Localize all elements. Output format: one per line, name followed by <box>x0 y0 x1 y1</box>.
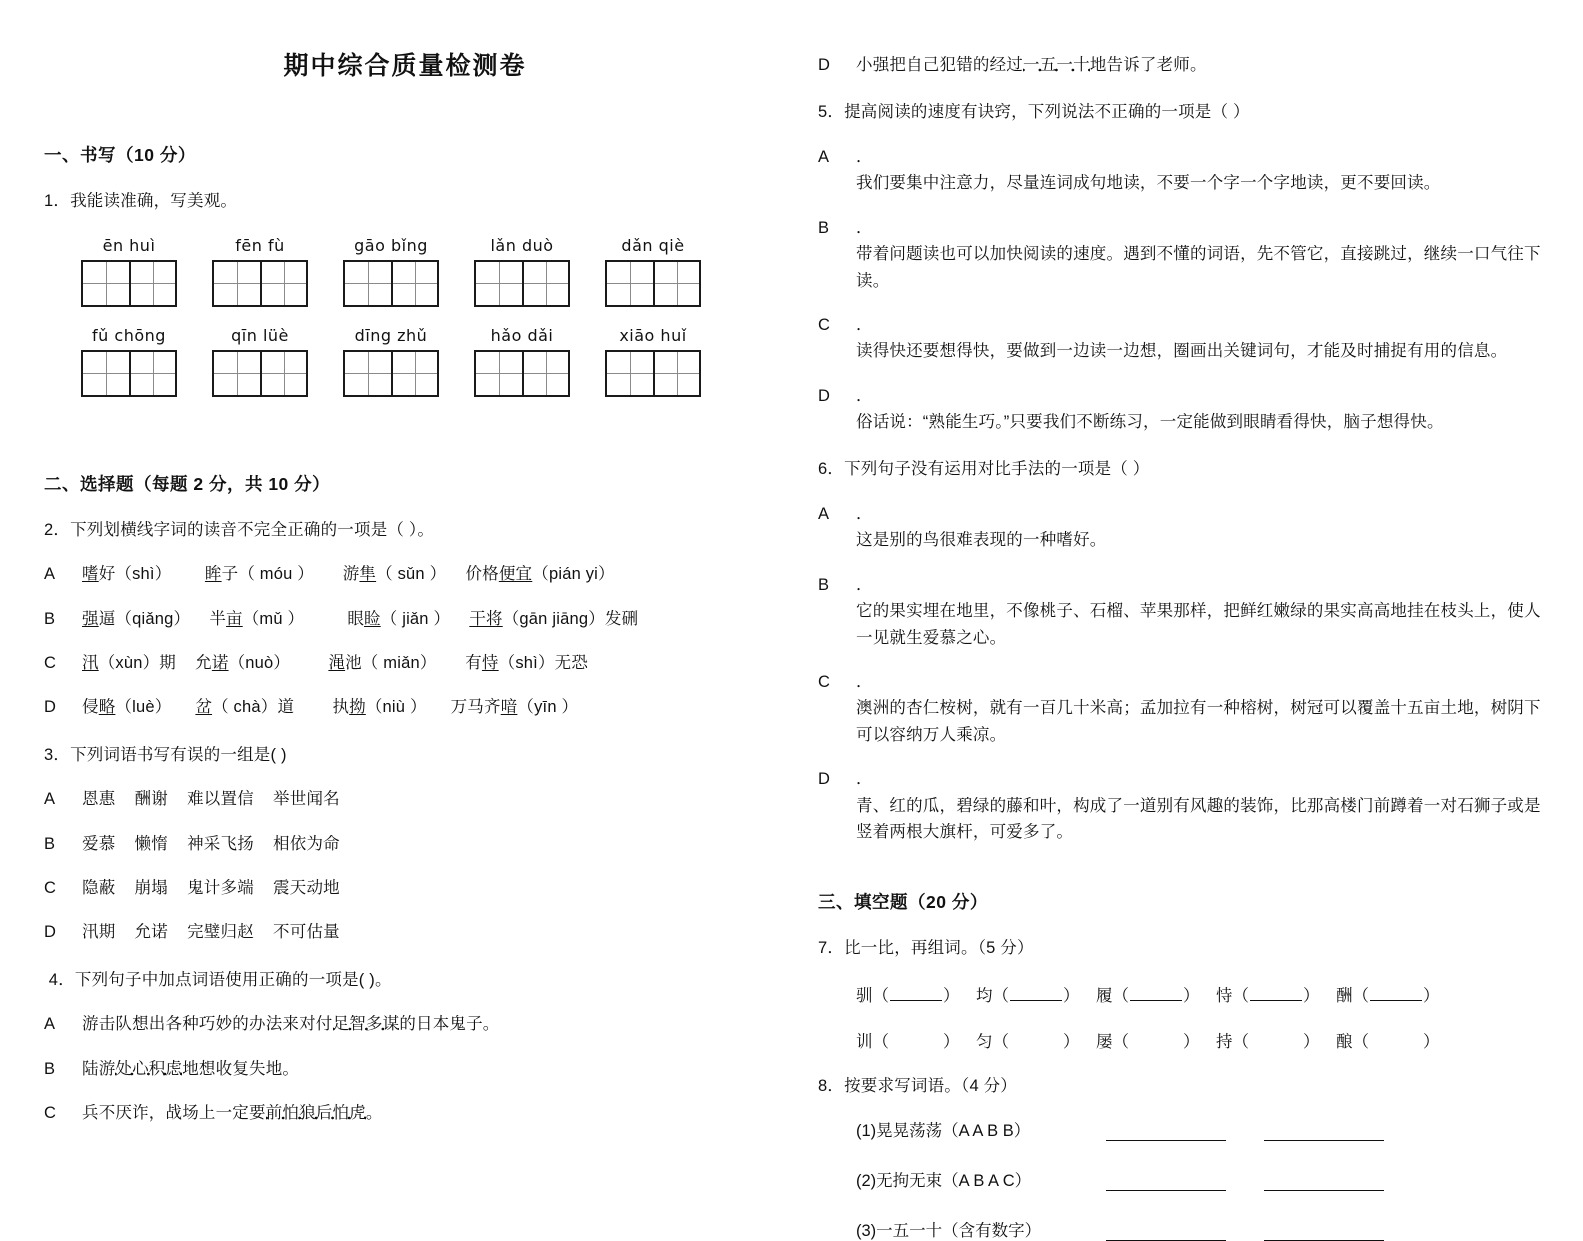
tianzige-cell[interactable] <box>391 352 437 395</box>
compare-item[interactable]: 屡（ ） <box>1096 1032 1200 1051</box>
tianzige-cell[interactable] <box>129 262 175 305</box>
underlined-char: 诺 <box>211 653 229 672</box>
tianzige-box[interactable] <box>81 350 177 397</box>
write-words-block <box>818 1117 1545 1241</box>
pinyin-row-2 <box>72 323 750 411</box>
question-6-option-d[interactable]: D ． 青、红的瓜，碧绿的藤和叶，构成了一道别有风趣的装饰，比那高楼门前蹲着一对石狮子或是竖着两根大旗杆，可爱多了。 <box>818 766 1545 845</box>
question-1-number: 1 <box>44 192 54 210</box>
question-4-option-c[interactable] <box>44 1100 750 1126</box>
option-content <box>82 606 750 632</box>
option-letter: A <box>818 505 830 524</box>
answer-blank[interactable] <box>1010 1033 1062 1047</box>
word: 不可估量 <box>273 923 340 942</box>
question-3-option-b[interactable] <box>44 831 750 857</box>
answer-line[interactable] <box>1264 1228 1384 1241</box>
answer-blank[interactable] <box>1370 986 1422 1001</box>
underlined-char: 拗 <box>349 698 366 717</box>
question-5-option-b[interactable]: B ． 带着问题读也可以加快阅读的速度。遇到不懂的词语，先不管它，直接跳过，继续一口气往下读。 <box>818 215 1545 294</box>
word: 隐蔽 <box>82 879 116 898</box>
question-4-option-a[interactable] <box>44 1011 750 1037</box>
option-content <box>82 875 750 901</box>
pinyin-cell <box>465 233 579 321</box>
question-8-number: 8 <box>818 1076 828 1095</box>
underlined-char: 嗜 <box>82 565 99 584</box>
tianzige-cell[interactable] <box>83 262 129 305</box>
tianzige-cell[interactable] <box>522 352 568 395</box>
underlined-char: 强 <box>82 609 99 628</box>
compare-item[interactable]: 驯（ ） <box>856 986 960 1005</box>
compare-char: 酿 <box>1336 1032 1353 1051</box>
compare-char: 均 <box>976 986 993 1005</box>
pinyin-label: lǎn duò <box>490 235 554 255</box>
compare-char: 持 <box>1216 1032 1233 1051</box>
word: 举世闻名 <box>273 790 340 809</box>
question-5-option-a[interactable]: A ． 我们要集中注意力，尽量连词成句地读，不要一个字一个字地读，更不要回读。 <box>818 144 1545 197</box>
question-3-number: 3 <box>44 745 54 764</box>
question-3-option-d[interactable] <box>44 919 750 945</box>
pinyin-cell <box>72 323 186 411</box>
word: 汛期 <box>82 923 116 942</box>
question-6-option-c[interactable]: C ． 澳洲的杏仁桉树，就有一百几十米高；孟加拉有一种榕树，树冠可以覆盖十五亩土地，树阴下可以容纳万人乘凉。 <box>818 669 1545 748</box>
tianzige-box[interactable] <box>212 260 308 307</box>
write-words-label: (3)一五一十（含有数字） <box>856 1222 1042 1241</box>
underlined-char: 喑 <box>500 698 518 717</box>
pron-item: 眼睑（ jiǎn ） <box>347 609 451 628</box>
pinyin-cell <box>465 323 579 411</box>
pinyin-label: fǔ chōng <box>92 325 166 345</box>
tianzige-box[interactable] <box>343 260 439 307</box>
pinyin-cell <box>203 323 317 411</box>
right-column <box>790 0 1583 1241</box>
page-title: 期中综合质量检测卷 <box>283 51 527 80</box>
compare-char: 酬 <box>1336 986 1353 1005</box>
compare-item[interactable]: 履（ ） <box>1096 986 1200 1005</box>
option-letter: D <box>818 386 831 405</box>
compare-item[interactable]: 持（ ） <box>1216 1032 1320 1051</box>
tianzige-cell[interactable] <box>345 352 391 395</box>
word: 完璧归赵 <box>187 923 254 942</box>
answer-blank[interactable] <box>1250 986 1302 1001</box>
pron-item: 侵略（luè） <box>82 698 172 717</box>
compare-words-block <box>818 982 1545 1052</box>
underlined-char: 眸 <box>204 565 222 584</box>
answer-blank[interactable] <box>890 986 942 1001</box>
option-content: 我们要集中注意力，尽量连词成句地读，不要一个字一个字地读，更不要回读。 <box>856 174 1441 193</box>
pinyin-row-1 <box>72 233 750 321</box>
option-letter: A <box>818 147 830 166</box>
tianzige-cell[interactable] <box>476 352 522 395</box>
pron-item: 游隼（ sǔn ） <box>342 565 447 584</box>
pron-item: 干将（gān jiāng）发硎 <box>469 609 639 628</box>
pinyin-cell <box>203 233 317 321</box>
question-6-number: 6 <box>818 460 828 479</box>
question-3: 3．下列词语书写有误的一组是( ) <box>44 745 287 764</box>
pinyin-label: hǎo dǎi <box>490 325 554 345</box>
tianzige-cell[interactable] <box>83 352 129 395</box>
write-words-row <box>856 1217 1545 1241</box>
word: 相依为命 <box>273 834 340 853</box>
pinyin-label: gāo bǐng <box>354 235 428 255</box>
underlined-char: 略 <box>98 698 116 717</box>
question-8: 8．按要求写词语。（4 分） <box>818 1076 1018 1095</box>
option-content: 它的果实埋在地里，不像桃子、石榴、苹果那样，把鲜红嫩绿的果实高高地挂在枝头上，使人一见就生爱慕之心。 <box>856 602 1541 647</box>
write-words-label: (1)晃晃荡荡（A A B B） <box>856 1122 1031 1141</box>
tianzige-box[interactable] <box>81 260 177 307</box>
pron-item: 汛（xùn）期 <box>82 653 177 672</box>
tianzige-cell[interactable] <box>260 262 306 305</box>
pinyin-cell <box>596 323 710 411</box>
compare-item[interactable]: 酬（ ） <box>1336 986 1440 1005</box>
word: 鬼计多端 <box>187 879 254 898</box>
answer-blank[interactable] <box>1010 986 1062 1001</box>
word: 神采飞扬 <box>187 834 254 853</box>
compare-item[interactable]: 均（ ） <box>976 986 1080 1005</box>
word: 酬谢 <box>134 790 168 809</box>
question-6-text: 下列句子没有运用对比手法的一项是（ ） <box>844 460 1150 479</box>
pinyin-cell <box>334 323 448 411</box>
option-content: 小强把自己犯错的经过一五一十地告诉了老师。 <box>856 52 1545 78</box>
pron-item: 渑池（ miǎn） <box>328 653 437 672</box>
word: 崩塌 <box>134 879 168 898</box>
pron-item: 允诺（nuò） <box>195 653 291 672</box>
underlined-char: 渑 <box>328 653 346 672</box>
tianzige-cell[interactable] <box>129 352 175 395</box>
answer-blank[interactable] <box>890 1033 942 1047</box>
pinyin-label: fēn fù <box>235 235 285 255</box>
question-5-option-d[interactable]: D ． 俗话说：“熟能生巧。”只要我们不断练习，一定能做到眼睛看得快，脑子想得快。 <box>818 383 1545 436</box>
pron-item: 价格便宜（pián yi） <box>465 565 615 584</box>
underlined-char: 便宜 <box>498 565 533 584</box>
dot-marked-phrase: 一五一十 <box>1023 56 1090 78</box>
option-content: 青、红的瓜，碧绿的藤和叶，构成了一道别有风趣的装饰，比那高楼门前蹲着一对石狮子或是竖着两根大旗杆，可爱多了。 <box>856 796 1541 841</box>
option-content: 兵不厌诈，战场上一定要前怕狼后怕虎。 <box>82 1100 750 1126</box>
compare-row-top <box>856 982 1545 1006</box>
option-content <box>82 831 750 857</box>
dot-marked-phrase: 足智多谋 <box>333 1015 400 1037</box>
question-5-number: 5 <box>818 103 828 122</box>
question-4-text: 下列句子中加点词语使用正确的一项是( )。 <box>74 970 392 989</box>
option-letter: B <box>44 1059 56 1078</box>
word: 爱慕 <box>82 834 116 853</box>
option-letter: C <box>44 879 57 898</box>
option-letter: A <box>44 1015 56 1034</box>
question-2-option-b[interactable] <box>44 606 750 632</box>
dot-marked-phrase: 处心积虑 <box>115 1060 182 1082</box>
answer-line[interactable] <box>1106 1128 1226 1141</box>
answer-line[interactable] <box>1264 1178 1384 1191</box>
handwriting-grid-block <box>44 233 750 411</box>
section-heading-three: 三、填空题（20 分） <box>818 892 988 913</box>
option-content: 读得快还要想得快，要做到一边读一边想，圈画出关键词句，才能及时捕捉有用的信息。 <box>856 342 1508 361</box>
tianzige-cell[interactable] <box>214 352 260 395</box>
question-7-number: 7 <box>818 939 828 958</box>
word: 难以置信 <box>187 790 254 809</box>
compare-char: 履 <box>1096 986 1113 1005</box>
answer-blank[interactable] <box>1370 1033 1422 1047</box>
option-letter: A <box>44 790 56 809</box>
underlined-char: 恃 <box>481 653 499 672</box>
question-2-option-d[interactable] <box>44 694 750 720</box>
pron-item: 岔（ chà）道 <box>195 698 295 717</box>
pinyin-cell <box>72 233 186 321</box>
question-3-text: 下列词语书写有误的一组是( ) <box>70 745 287 764</box>
question-2-option-c[interactable] <box>44 650 750 676</box>
section-heading-one: 一、书写（10 分） <box>44 145 196 165</box>
pron-item: 强逼（qiǎng） <box>82 609 191 628</box>
option-letter: D <box>44 923 57 942</box>
compare-item[interactable]: 匀（ ） <box>976 1032 1080 1051</box>
question-1-text: 我能读准确，写美观。 <box>70 192 238 210</box>
question-2-number: 2 <box>44 520 54 539</box>
tianzige-cell[interactable] <box>607 352 653 395</box>
option-letter: B <box>818 575 830 594</box>
tianzige-cell[interactable] <box>522 262 568 305</box>
tianzige-cell[interactable] <box>391 262 437 305</box>
question-5: 5．提高阅读的速度有诀窍，下列说法不正确的一项是（ ） <box>818 103 1250 122</box>
tianzige-box[interactable] <box>605 260 701 307</box>
write-words-row <box>856 1117 1545 1141</box>
compare-item[interactable]: 酿（ ） <box>1336 1032 1440 1051</box>
compare-row-bottom <box>856 1028 1545 1052</box>
tianzige-cell[interactable] <box>607 262 653 305</box>
question-1: 1．我能读准确，写美观。 <box>44 192 238 210</box>
tianzige-cell[interactable] <box>653 352 699 395</box>
option-content <box>82 650 750 676</box>
compare-char: 匀 <box>976 1032 993 1051</box>
word: 允诺 <box>134 923 168 942</box>
pinyin-label: xiāo huǐ <box>619 325 687 345</box>
pron-item: 万马齐喑（yīn ） <box>450 698 579 717</box>
dot-marked-phrase: 前怕狼后怕虎 <box>266 1104 366 1126</box>
question-7-text: 比一比，再组词。（5 分） <box>844 939 1034 958</box>
pinyin-cell <box>334 233 448 321</box>
answer-blank[interactable] <box>1250 1033 1302 1047</box>
question-6-option-b[interactable]: B ． 它的果实埋在地里，不像桃子、石榴、苹果那样，把鲜红嫩绿的果实高高地挂在枝头上，使人一见就生爱慕之心。 <box>818 572 1545 651</box>
tianzige-cell[interactable] <box>653 262 699 305</box>
option-content <box>82 561 750 587</box>
question-7: 7．比一比，再组词。（5 分） <box>818 939 1034 958</box>
question-2-option-a[interactable] <box>44 561 750 587</box>
option-letter: B <box>44 609 56 628</box>
question-3-option-c[interactable] <box>44 875 750 901</box>
underlined-char: 汛 <box>82 653 99 672</box>
tianzige-box[interactable] <box>212 350 308 397</box>
pinyin-label: dīng zhǔ <box>354 325 428 345</box>
question-6-option-a[interactable]: A ． 这是别的鸟很难表现的一种嗜好。 <box>818 501 1545 554</box>
question-4-number: 4 <box>48 970 59 989</box>
option-letter: B <box>44 834 56 853</box>
option-letter: C <box>44 653 57 672</box>
tianzige-cell[interactable] <box>214 262 260 305</box>
pron-item: 半亩（mǔ ） <box>209 609 305 628</box>
option-letter: A <box>44 565 56 584</box>
answer-line[interactable] <box>1106 1228 1226 1241</box>
option-letter: D <box>818 770 831 789</box>
option-content: 这是别的鸟很难表现的一种嗜好。 <box>856 531 1107 550</box>
compare-char: 驯 <box>856 986 873 1005</box>
tianzige-cell[interactable] <box>345 262 391 305</box>
pron-item: 有恃（shì）无恐 <box>465 653 589 672</box>
compare-char: 训 <box>856 1032 873 1051</box>
option-letter: D <box>44 698 57 717</box>
compare-item[interactable]: 恃（ ） <box>1216 986 1320 1005</box>
option-content <box>82 786 750 812</box>
question-2-text: 下列划横线字词的读音不完全正确的一项是（ ）。 <box>70 520 435 539</box>
option-letter: D <box>818 56 831 74</box>
question-6: 6．下列句子没有运用对比手法的一项是（ ） <box>818 460 1150 479</box>
question-2: 2．下列划横线字词的读音不完全正确的一项是（ ）。 <box>44 520 435 539</box>
word: 震天动地 <box>273 879 340 898</box>
underlined-char: 岔 <box>195 698 213 717</box>
pron-item: 眸子（ móu ） <box>204 565 314 584</box>
section-heading-two: 二、选择题（每题 2 分，共 10 分） <box>44 473 331 494</box>
option-letter: C <box>818 315 831 334</box>
option-content: 陆游处心积虑地想收复失地。 <box>82 1056 750 1082</box>
pinyin-label: qīn lüè <box>231 325 289 345</box>
pinyin-label: dǎn qiè <box>621 235 685 255</box>
question-8-text: 按要求写词语。（4 分） <box>844 1076 1018 1095</box>
write-words-label: (2)无拘无束（A B A C） <box>856 1172 1032 1191</box>
answer-line[interactable] <box>1264 1128 1384 1141</box>
left-column <box>0 0 790 1123</box>
question-5-option-c[interactable]: C ． 读得快还要想得快，要做到一边读一边想，圈画出关键词句，才能及时捕捉有用的信息。 <box>818 312 1545 365</box>
word: 恩惠 <box>82 790 116 809</box>
option-content <box>82 694 750 720</box>
underlined-char: 亩 <box>226 609 243 628</box>
option-content <box>82 919 750 945</box>
pinyin-cell <box>596 233 710 321</box>
option-content: 俗话说：“熟能生巧。”只要我们不断练习，一定能做到眼睛看得快，脑子想得快。 <box>856 413 1444 432</box>
option-letter: C <box>44 1104 57 1123</box>
tianzige-box[interactable] <box>343 350 439 397</box>
tianzige-cell[interactable] <box>260 352 306 395</box>
option-content: 游击队想出各种巧妙的办法来对付足智多谋的日本鬼子。 <box>82 1011 750 1037</box>
option-content: 澳洲的杏仁桉树，就有一百几十米高；孟加拉有一种榕树，树冠可以覆盖十五亩土地，树阴下可以容纳万人乘凉。 <box>856 699 1541 744</box>
underlined-char: 干将 <box>469 609 503 628</box>
option-letter: C <box>818 672 831 691</box>
question-4-option-d[interactable] <box>818 52 1545 78</box>
option-letter: B <box>818 218 830 237</box>
tianzige-box[interactable] <box>474 350 570 397</box>
word: 懒惰 <box>134 834 168 853</box>
tianzige-box[interactable] <box>605 350 701 397</box>
answer-line[interactable] <box>1106 1178 1226 1191</box>
pron-item: 执拗（niù ） <box>332 698 427 717</box>
question-4: 4．下列句子中加点词语使用正确的一项是( )。 <box>48 970 392 989</box>
question-5-text: 提高阅读的速度有诀窍，下列说法不正确的一项是（ ） <box>844 103 1250 122</box>
pron-item: 嗜好（shì） <box>82 565 172 584</box>
question-4-option-b[interactable] <box>44 1056 750 1082</box>
option-content: 带着问题读也可以加快阅读的速度。遇到不懂的词语，先不管它，直接跳过，继续一口气往下读。 <box>856 245 1541 290</box>
underlined-char: 睑 <box>364 609 381 628</box>
tianzige-box[interactable] <box>474 260 570 307</box>
write-words-row <box>856 1167 1545 1191</box>
compare-char: 恃 <box>1216 986 1233 1005</box>
compare-item[interactable]: 训（ ） <box>856 1032 960 1051</box>
question-3-option-a[interactable] <box>44 786 750 812</box>
answer-blank[interactable] <box>1130 986 1182 1001</box>
answer-blank[interactable] <box>1130 1033 1182 1047</box>
compare-char: 屡 <box>1096 1032 1113 1051</box>
tianzige-cell[interactable] <box>476 262 522 305</box>
pinyin-label: ēn huì <box>102 235 156 255</box>
underlined-char: 隼 <box>359 565 377 584</box>
